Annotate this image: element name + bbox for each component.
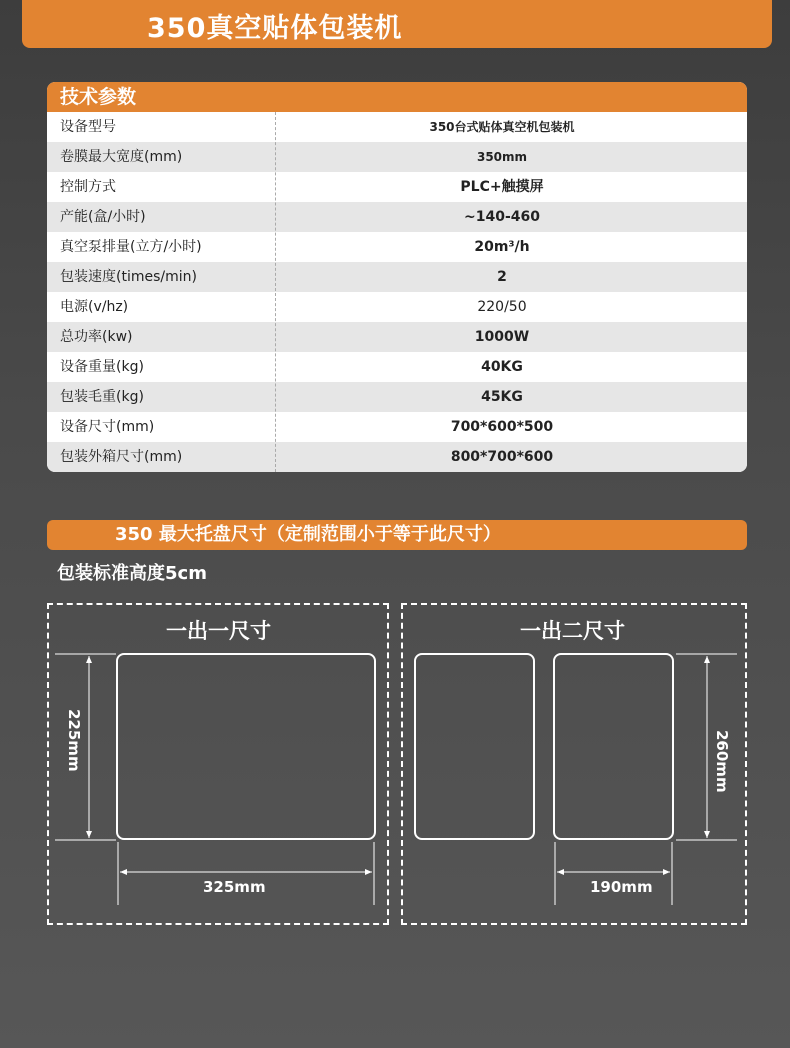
spec-value: 220/50 [477, 299, 527, 315]
spec-value: 350mm [476, 150, 528, 164]
spec-value: 1000W [474, 329, 530, 345]
spec-label: 真空泵排量(立方/小时) [60, 239, 202, 255]
spec-table-header: 技术参数 [47, 82, 747, 112]
spec-label: 包装外箱尺寸(mm) [60, 449, 183, 465]
spec-label: 产能(盒/小时) [60, 209, 146, 225]
spec-value: ~140-460 [464, 209, 540, 225]
two-up-height-label: 260mm [713, 730, 731, 793]
spec-label: 电源(v/hz) [60, 299, 129, 315]
page-title: 350真空贴体包装机 [147, 13, 403, 44]
spec-label: 设备重量(kg) [60, 359, 144, 375]
spec-label: 总功率(kw) [60, 329, 133, 345]
one-up-title: 一出一尺寸 [166, 619, 271, 643]
spec-label: 包装毛重(kg) [60, 389, 144, 405]
two-up-title: 一出二尺寸 [520, 619, 625, 643]
spec-value: 20m³/h [474, 239, 530, 255]
tray-size-title: 350 最大托盘尺寸（定制范围小于等于此尺寸） [115, 524, 501, 545]
standard-height-note: 包装标准高度5cm [57, 563, 207, 584]
spec-value: 350台式贴体真空机包装机 [429, 120, 575, 134]
spec-label: 设备型号 [60, 119, 116, 135]
spec-value: 700*600*500 [450, 419, 554, 435]
two-up-width-label: 190mm [590, 878, 653, 896]
one-up-width-label: 325mm [203, 878, 266, 896]
one-up-height-label: 225mm [65, 709, 83, 772]
spec-label: 卷膜最大宽度(mm) [60, 149, 183, 165]
spec-value: 45KG [481, 389, 523, 405]
spec-value: 2 [497, 269, 507, 285]
spec-label: 设备尺寸(mm) [60, 419, 155, 435]
spec-label: 控制方式 [60, 179, 116, 195]
spec-value: PLC+触摸屏 [460, 179, 544, 195]
spec-label: 包装速度(times/min) [60, 269, 197, 285]
spec-value: 800*700*600 [450, 449, 554, 465]
spec-value: 40KG [481, 359, 523, 375]
